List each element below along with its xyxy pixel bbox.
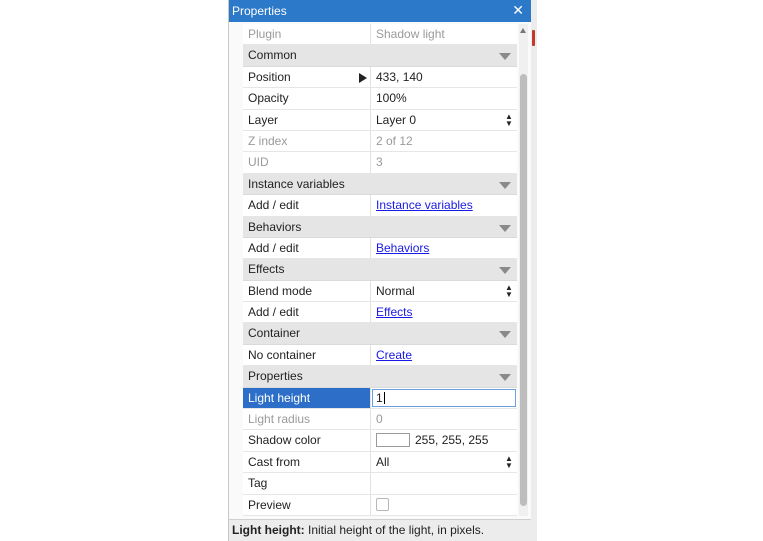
layer-select[interactable] [371, 110, 517, 130]
blend-mode-select[interactable] [371, 281, 517, 301]
create-container-link[interactable]: Create [376, 347, 413, 362]
property-name: Layer [243, 110, 371, 130]
color-swatch[interactable] [376, 433, 410, 447]
scroll-up-arrow-icon[interactable] [520, 28, 526, 33]
section-label: Instance variables [248, 176, 345, 191]
text-caret [384, 392, 385, 404]
instance-variables-link[interactable]: Instance variables [376, 198, 473, 213]
status-description: Initial height of the light, in pixels. [304, 523, 485, 537]
section-label: Container [248, 326, 301, 341]
property-row-instance-variables [243, 195, 517, 216]
property-name: Light radius [243, 409, 371, 429]
section-properties[interactable] [243, 366, 517, 387]
property-row-preview[interactable] [243, 495, 517, 516]
select-arrows-icon: ▲ ▼ [505, 453, 513, 470]
section-behaviors[interactable] [243, 217, 517, 238]
cast-from-select[interactable] [371, 452, 517, 472]
collapse-triangle-icon[interactable] [499, 331, 511, 338]
section-container[interactable] [243, 323, 517, 344]
property-row-plugin [243, 24, 517, 45]
property-name: Plugin [243, 24, 371, 44]
section-instance-variables[interactable] [243, 174, 517, 195]
property-value: 3 [376, 155, 383, 170]
light-radius-value: 0 [376, 412, 383, 427]
section-label: Effects [248, 262, 285, 277]
section-label: Behaviors [248, 219, 302, 234]
opacity-value[interactable]: 100% [376, 91, 407, 106]
collapse-triangle-icon[interactable] [499, 374, 511, 381]
edge-marker [532, 30, 535, 46]
property-row-container [243, 345, 517, 366]
select-arrows-icon: ▲ ▼ [505, 282, 513, 299]
shadow-color-value: 255, 255, 255 [415, 433, 489, 448]
property-name: UID [243, 152, 371, 172]
section-effects[interactable] [243, 259, 517, 280]
property-name: Add / edit [243, 302, 371, 322]
blend-mode-value: Normal [376, 283, 415, 298]
position-value[interactable]: 433, 140 [376, 69, 423, 84]
light-height-value: 1 [376, 390, 383, 405]
help-status-bar [229, 519, 531, 541]
property-name: Position [243, 67, 371, 87]
light-height-input[interactable] [372, 389, 516, 407]
property-row-behaviors [243, 238, 517, 259]
property-row-tag[interactable] [243, 473, 517, 494]
adjacent-window-edge [531, 0, 537, 541]
property-row-effects [243, 302, 517, 323]
property-name: Light height [243, 388, 371, 408]
collapse-triangle-icon[interactable] [499, 225, 511, 232]
tag-input[interactable] [371, 473, 517, 493]
preview-checkbox[interactable] [376, 498, 389, 511]
cast-from-value: All [376, 454, 390, 469]
status-property-name: Light height: [232, 523, 305, 537]
property-row-cast-from[interactable] [243, 452, 517, 473]
layer-select-value: Layer 0 [376, 112, 417, 127]
property-name: Add / edit [243, 238, 371, 258]
select-arrows-icon: ▲ ▼ [505, 111, 513, 128]
property-value: Shadow light [376, 27, 445, 41]
property-row-uid [243, 152, 517, 173]
collapse-triangle-icon[interactable] [499, 267, 511, 274]
property-name: Tag [243, 473, 371, 493]
section-label: Common [248, 48, 297, 63]
property-name: No container [243, 345, 371, 365]
section-common[interactable] [243, 45, 517, 66]
properties-panel [228, 0, 532, 541]
close-icon[interactable]: ✕ [512, 2, 524, 18]
vertical-scrollbar[interactable] [519, 24, 528, 516]
property-name: Z index [243, 131, 371, 151]
property-row-opacity[interactable] [243, 88, 517, 109]
panel-title-bar [229, 0, 531, 22]
property-value: 2 of 12 [376, 133, 413, 148]
collapse-triangle-icon[interactable] [499, 182, 511, 189]
property-row-position[interactable] [243, 67, 517, 88]
property-row-blend-mode[interactable] [243, 281, 517, 302]
property-name: Cast from [243, 452, 371, 472]
property-row-light-radius [243, 409, 517, 430]
property-name: Opacity [243, 88, 371, 108]
property-row-zindex [243, 131, 517, 152]
property-name: Blend mode [243, 281, 371, 301]
property-grid [243, 24, 517, 516]
property-name: Add / edit [243, 195, 371, 215]
property-row-shadow-color[interactable] [243, 430, 517, 451]
property-name: Preview [243, 495, 371, 515]
behaviors-link[interactable]: Behaviors [376, 240, 430, 255]
collapse-triangle-icon[interactable] [499, 53, 511, 60]
panel-title: Properties [232, 4, 287, 18]
property-row-light-height[interactable] [243, 388, 517, 409]
property-name: Shadow color [243, 430, 371, 450]
expand-arrow-icon[interactable] [359, 73, 367, 83]
scrollbar-thumb[interactable] [520, 74, 527, 506]
section-label: Properties [248, 369, 303, 384]
effects-link[interactable]: Effects [376, 305, 413, 320]
property-row-layer[interactable] [243, 110, 517, 131]
